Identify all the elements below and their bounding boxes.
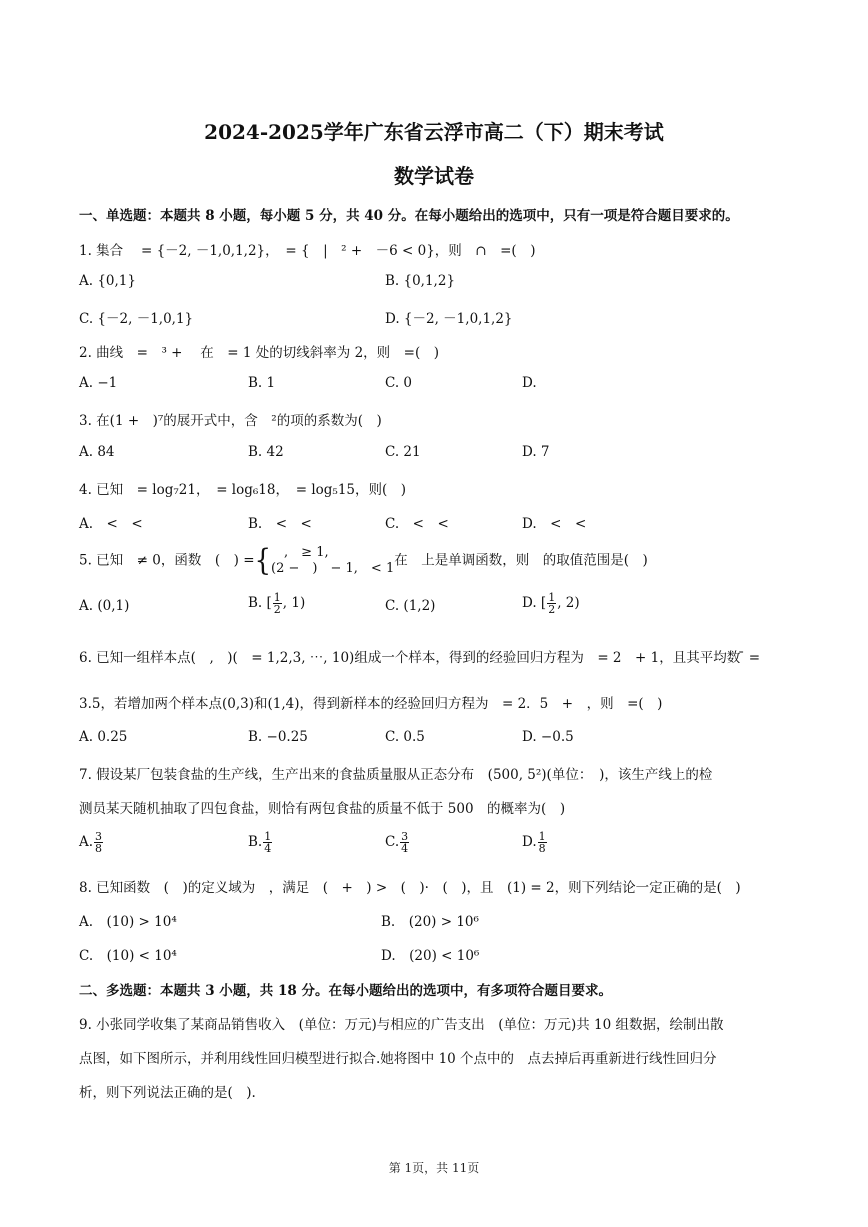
question-8-option-b: B. (20) > 10⁶	[381, 914, 479, 930]
section-heading-multiple-choice: 二、多选题：本题共 3 小题，共 18 分。在每小题给出的选项中，有多项符合题目要求。	[79, 983, 612, 999]
question-4-option-b: B. < <	[248, 516, 312, 532]
question-8-option-d: D. (20) < 10⁶	[381, 948, 480, 964]
question-3-option-d: D. 7	[522, 444, 550, 460]
question-2-option-c: C. 0	[385, 375, 413, 391]
question-5-stem-post: 在 上是单调函数，则 的取值范围是( )	[394, 552, 648, 569]
piecewise-brace: {	[254, 543, 272, 579]
question-2-option-b: B. 1	[248, 375, 276, 391]
option-label: B.	[248, 834, 263, 850]
question-1-stem: 1. 集合 = {－2, －1,0,1,2}， = { | ² + －6 < 0}，则 ∩ =( )	[79, 243, 536, 259]
fraction	[547, 592, 556, 615]
question-3-option-c: C. 21	[385, 444, 421, 460]
question-7-option-d	[522, 831, 548, 854]
question-1-option-c: C. {－2, －1,0,1}	[79, 311, 194, 327]
question-5-stem-pre: 5. 已知 ≠ 0，函数 ( ) =	[79, 552, 255, 569]
option-label: B. [	[248, 595, 272, 611]
fraction-numerator: 3	[401, 830, 409, 843]
question-1-option-a: A. {0,1}	[79, 273, 136, 289]
question-1-option-d: D. {－2, －1,0,1,2}	[385, 311, 513, 327]
fraction	[538, 831, 547, 854]
piecewise-case-2: (2 − ) − 1, < 1	[271, 561, 395, 576]
question-7-option-c	[385, 831, 410, 854]
option-tail: , 2)	[557, 595, 580, 611]
exam-subtitle: 数学试卷	[394, 164, 474, 188]
piecewise-case-1: , ≥ 1,	[271, 545, 329, 560]
question-4-option-a: A. < <	[79, 516, 143, 532]
fraction-denominator: 8	[538, 842, 546, 855]
question-3-option-b: B. 42	[248, 444, 284, 460]
question-4-option-d: D. < <	[522, 516, 587, 532]
question-3-option-a: A. 84	[79, 444, 115, 460]
question-9-line-2: 点图，如下图所示，并利用线性回归模型进行拟合.她将图中 10 个点中的 点去掉后再重新进行线性回归分	[79, 1051, 717, 1067]
question-7-line-1: 7. 假设某厂包装食盐的生产线，生产出来的食盐质量服从正态分布 (500, 5²)(单位： )，该生产线上的检	[79, 767, 713, 783]
option-label: A.	[79, 834, 94, 850]
fraction-numerator: 1	[548, 591, 556, 604]
option-label: D.	[522, 834, 537, 850]
question-8-option-c: C. (10) < 10⁴	[79, 948, 177, 964]
question-5-option-b	[248, 592, 305, 615]
question-5-option-d	[522, 592, 580, 615]
question-2-stem: 2. 曲线 = ³ + 在 = 1 处的切线斜率为 2，则 =( )	[79, 345, 439, 361]
question-8-option-a: A. (10) > 10⁴	[79, 914, 177, 930]
question-2-option-a: A. −1	[79, 375, 118, 391]
fraction	[94, 831, 103, 854]
question-5-option-c: C. (1,2)	[385, 598, 436, 614]
fraction-denominator: 8	[95, 842, 103, 855]
question-6-option-d: D. −0.5	[522, 729, 574, 745]
question-1-option-b: B. {0,1,2}	[385, 273, 456, 289]
question-3-stem: 3. 在(1 + )⁷的展开式中，含 ²的项的系数为( )	[79, 413, 382, 429]
question-6-line-1: 6. 已知一组样本点( , )( = 1,2,3, ⋯, 10)组成一个样本，得到的经验回归方程为 = 2 + 1，且其平均数 ̄ =	[79, 650, 761, 666]
question-6-line-2: 3.5，若增加两个样本点(0,3)和(1,4)，得到新样本的经验回归方程为 = 2．5 + ，则 =( )	[79, 696, 663, 712]
fraction	[263, 831, 272, 854]
exam-title: 2024-2025学年广东省云浮市高二（下）期末考试	[204, 120, 664, 144]
question-4-stem: 4. 已知 = log₇21， = log₆18， = log₅15，则( )	[79, 482, 407, 498]
question-8-stem: 8. 已知函数 ( )的定义域为 ，满足 ( + ) > ( )· ( )，且 (1) = 2，则下列结论一定正确的是( )	[79, 880, 741, 896]
question-6-option-b: B. −0.25	[248, 729, 308, 745]
page-number: 第 1页，共 11页	[388, 1161, 480, 1175]
fraction-denominator: 4	[264, 842, 272, 855]
question-7-option-b	[248, 831, 273, 854]
fraction-numerator: 1	[264, 830, 272, 843]
question-7-option-a	[79, 831, 104, 854]
fraction-numerator: 1	[273, 591, 281, 604]
question-6-option-a: A. 0.25	[79, 729, 128, 745]
section-heading-single-choice: 一、单选题：本题共 8 小题，每小题 5 分，共 40 分。在每小题给出的选项中，只有一项是符合题目要求的。	[79, 208, 739, 224]
fraction-numerator: 3	[95, 830, 103, 843]
question-7-line-2: 测员某天随机抽取了四包食盐，则恰有两包食盐的质量不低于 500 的概率为( )	[79, 801, 566, 817]
fraction	[273, 592, 282, 615]
question-9-line-1: 9. 小张同学收集了某商品销售收入 (单位：万元)与相应的广告支出 (单位：万元)共 10 组数据，绘制出散	[79, 1017, 724, 1033]
fraction-numerator: 1	[538, 830, 546, 843]
piecewise-cases	[271, 545, 394, 577]
question-2-option-d: D.	[522, 375, 537, 391]
fraction	[400, 831, 409, 854]
question-4-option-c: C. < <	[385, 516, 449, 532]
question-5-stem	[79, 545, 648, 577]
option-label: D. [	[522, 595, 547, 611]
question-6-option-c: C. 0.5	[385, 729, 425, 745]
option-label: C.	[385, 834, 400, 850]
question-5-option-a: A. (0,1)	[79, 598, 130, 614]
fraction-denominator: 2	[548, 603, 556, 616]
option-tail: , 1)	[282, 595, 306, 611]
fraction-denominator: 4	[401, 842, 409, 855]
fraction-denominator: 2	[273, 603, 281, 616]
question-9-line-3: 析，则下列说法正确的是( ).	[79, 1085, 256, 1101]
